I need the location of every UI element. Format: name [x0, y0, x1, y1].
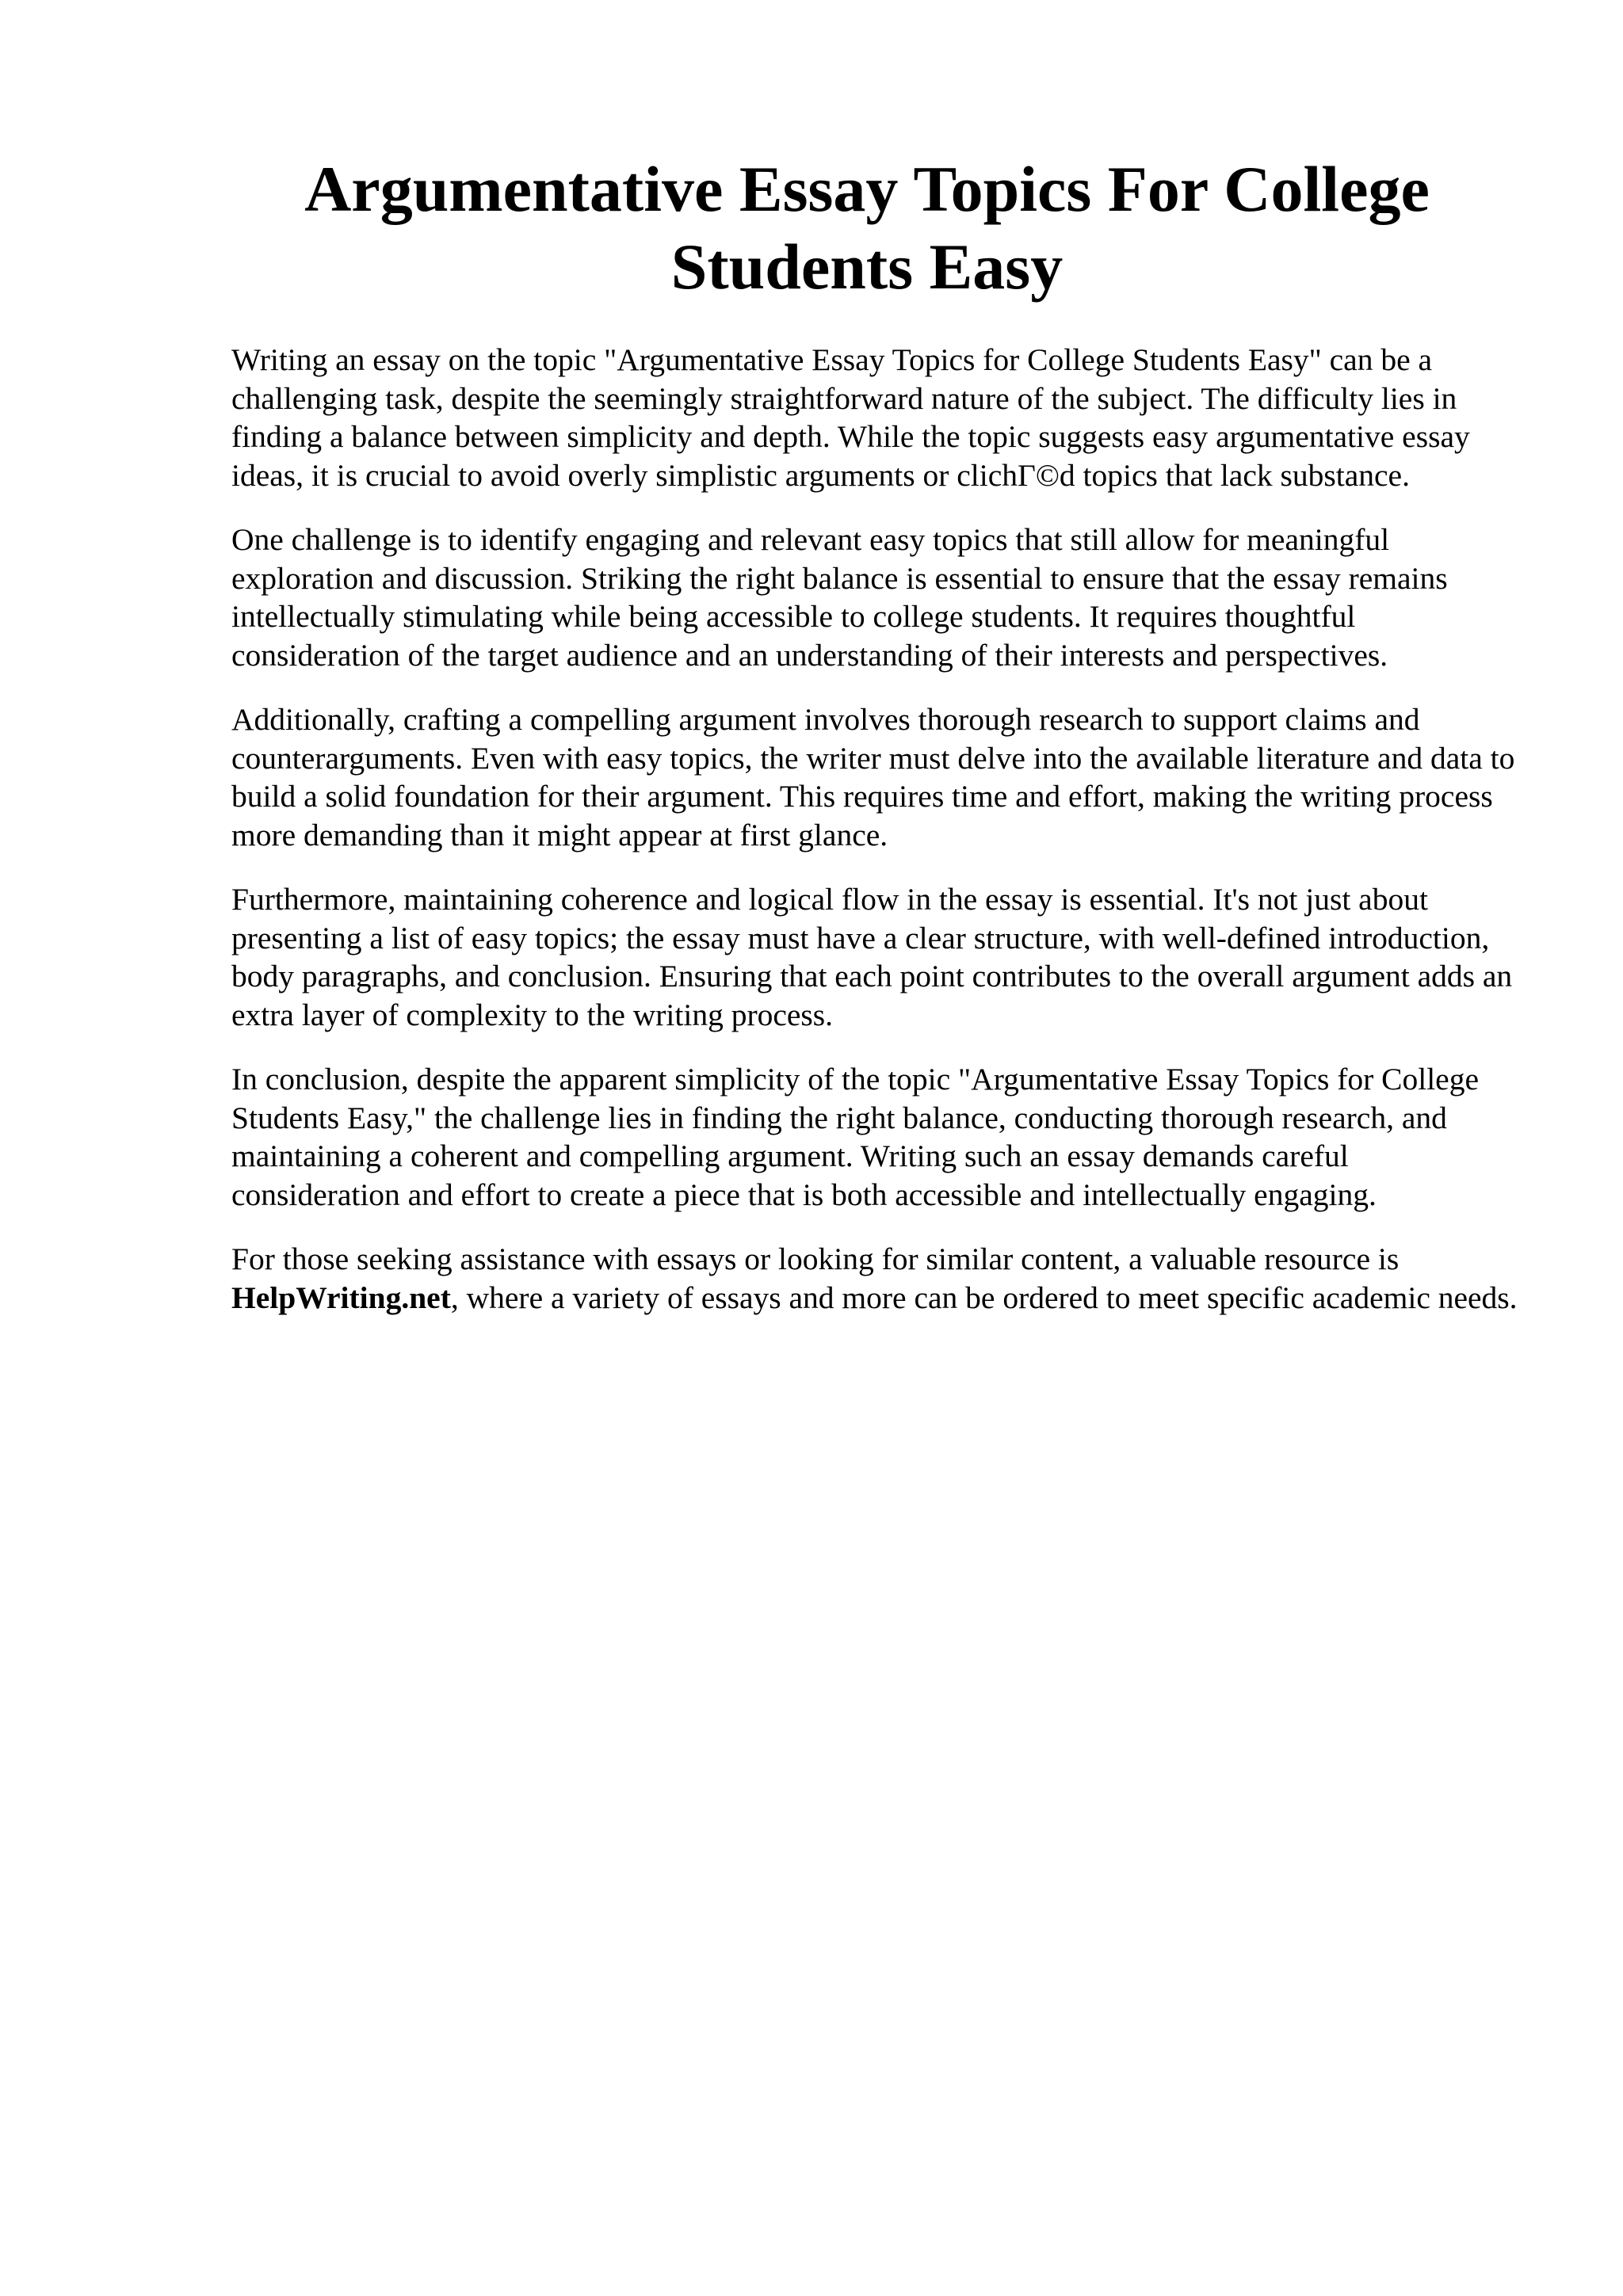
closing-outro: , where a variety of essays and more can be ordered to meet specific academic needs. [450, 1280, 1518, 1315]
document-body [231, 341, 1523, 1343]
paragraph-5: In conclusion, despite the apparent simplicity of the topic "Argumentative Essay Topics for College Students Easy," the challenge lies in finding the right balance, conducting thorough research, and maintaining a coherent and compelling argument. Writing such an essay demands careful consideration and effort to create a piece that is both accessible and intellectually engaging. [231, 1062, 1479, 1212]
paragraph-4: Furthermore, maintaining coherence and logical flow in the essay is essential. It's not just about presenting a list of easy topics; the essay must have a clear structure, with well-defined introduction, body paragraphs, and conclusion. Ensuring that each point contributes to the overall argument adds an extra layer of complexity to the writing process. [231, 882, 1513, 1032]
paragraph-3: Additionally, crafting a compelling argument involves thorough research to support claims and counterarguments. Even with easy topics, the writer must delve into the available literature and data to build a solid foundation for their argument. This requires time and effort, making the writing process more demanding than it might appear at first glance. [231, 702, 1515, 852]
closing-intro: For those seeking assistance with essays or looking for similar content, a valuable resource is [231, 1241, 1400, 1276]
document-title: Argumentative Essay Topics For College Students Easy [304, 153, 1430, 303]
closing-paragraph [231, 1240, 1523, 1317]
paragraph-2: One challenge is to identify engaging and relevant easy topics that still allow for meaningful exploration and discussion. Striking the right balance is essential to ensure that the essay remains intellectually stimulating while being accessible to college students. It requires thoughtful consideration of the target audience and an understanding of their interests and perspectives. [231, 522, 1448, 673]
paragraph-1: Writing an essay on the topic "Argumentative Essay Topics for College Students Easy" can be a challenging task, despite the seemingly straightforward nature of the subject. The difficulty lies in finding a balance between simplicity and depth. While the topic suggests easy argumentative essay ideas, it is crucial to avoid overly simplistic arguments or clichГ©d topics that lack substance. [231, 342, 1470, 493]
helpwriting-brand: HelpWriting.net [231, 1280, 451, 1315]
